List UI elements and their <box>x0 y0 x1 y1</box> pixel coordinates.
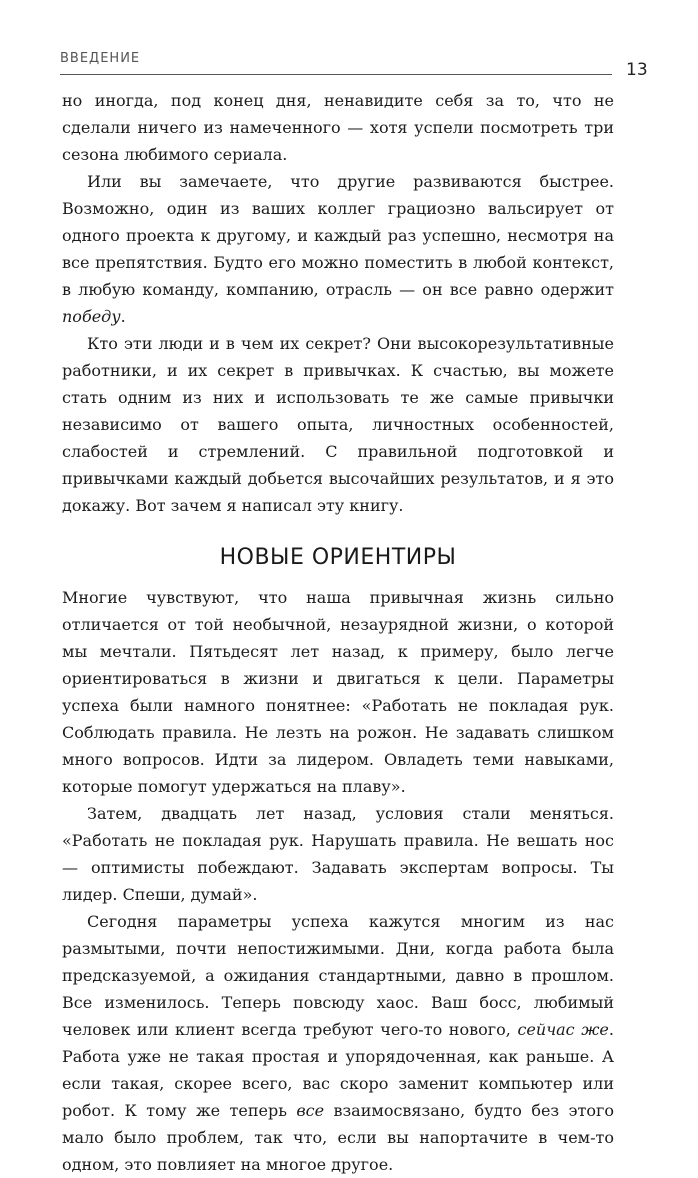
emphasis: все <box>296 1101 325 1120</box>
text-run: . Работа уже не такая простая и упорядоченная, как раньше. А если такая, скорее всего, вас скоро заменит компьютер или робот. К тому же теперь <box>62 1020 614 1120</box>
section-heading: НОВЫЕ ОРИЕНТИРЫ <box>219 545 457 570</box>
paragraph: Многие чувствуют, что наша привычная жизнь сильно отличается от той необычной, незаурядной жизни, о которой мы мечтали. Пятьдесят лет назад, к примеру, было легче ориентироваться в жизни и двигаться к цели. Параметры успеха были намного понятнее: «Работать не покладая рук. Соблюдать правила. Не лезть на рожон. Не задавать слишком много вопросов. Идти за лидером. Овладеть теми навыками, которые помогут удержаться на плаву». <box>62 588 614 796</box>
paragraph-continued: но иногда, под конец дня, ненавидите себя за то, что не сделали ничего из намеченного — хотя успели посмотреть три сезона любимого сериала. <box>62 91 614 164</box>
emphasis: победу <box>62 307 121 326</box>
running-head: ВВЕДЕНИЕ <box>60 51 141 66</box>
paragraph: Кто эти люди и в чем их секрет? Они высокорезультативные работники, и их секрет в привычках. К счастью, вы можете стать одним из них и использовать те же самые привычки независимо от вашего опыта, личностных особенностей, слабостей и стремлений. С правильной подготовкой и привычками каждый добьется высочайших результатов, и я это докажу. Вот зачем я написал эту книгу. <box>62 334 614 515</box>
emphasis: сейчас же <box>517 1020 609 1039</box>
paragraph <box>62 908 614 1178</box>
text-run: Сегодня параметры успеха кажутся многим из нас размытыми, почти непостижимыми. Дни, когда работа была предсказуемой, а ожидания стандартными, давно в прошлом. Все изменилось. Теперь повсюду хаос. Ваш босс, любимый человек или клиент всегда требуют чего-то нового, <box>62 912 614 1039</box>
paragraph <box>62 168 614 330</box>
text-run: взаимосвязано, будто без этого мало было проблем, так что, если вы напортачите в чем-то одном, это повлияет на многое другое. <box>62 1101 614 1174</box>
page-header <box>60 48 612 75</box>
page-body <box>62 87 614 1178</box>
page-number: 13 <box>626 60 648 80</box>
paragraph: Затем, двадцать лет назад, условия стали меняться. «Работать не покладая рук. Нарушать правила. Не вешать нос — оптимисты побеждают. Задавать экспертам вопросы. Ты лидер. Спеши, думай». <box>62 804 614 904</box>
text-run: Или вы замечаете, что другие развиваются быстрее. Возможно, один из ваших коллег грациозно вальсирует от одного проекта к другому, и каждый раз успешно, несмотря на все препятствия. Будто его можно поместить в любой контекст, в любую команду, компанию, отрасль — он все равно одержит <box>62 172 614 299</box>
text-run: . <box>120 307 126 326</box>
